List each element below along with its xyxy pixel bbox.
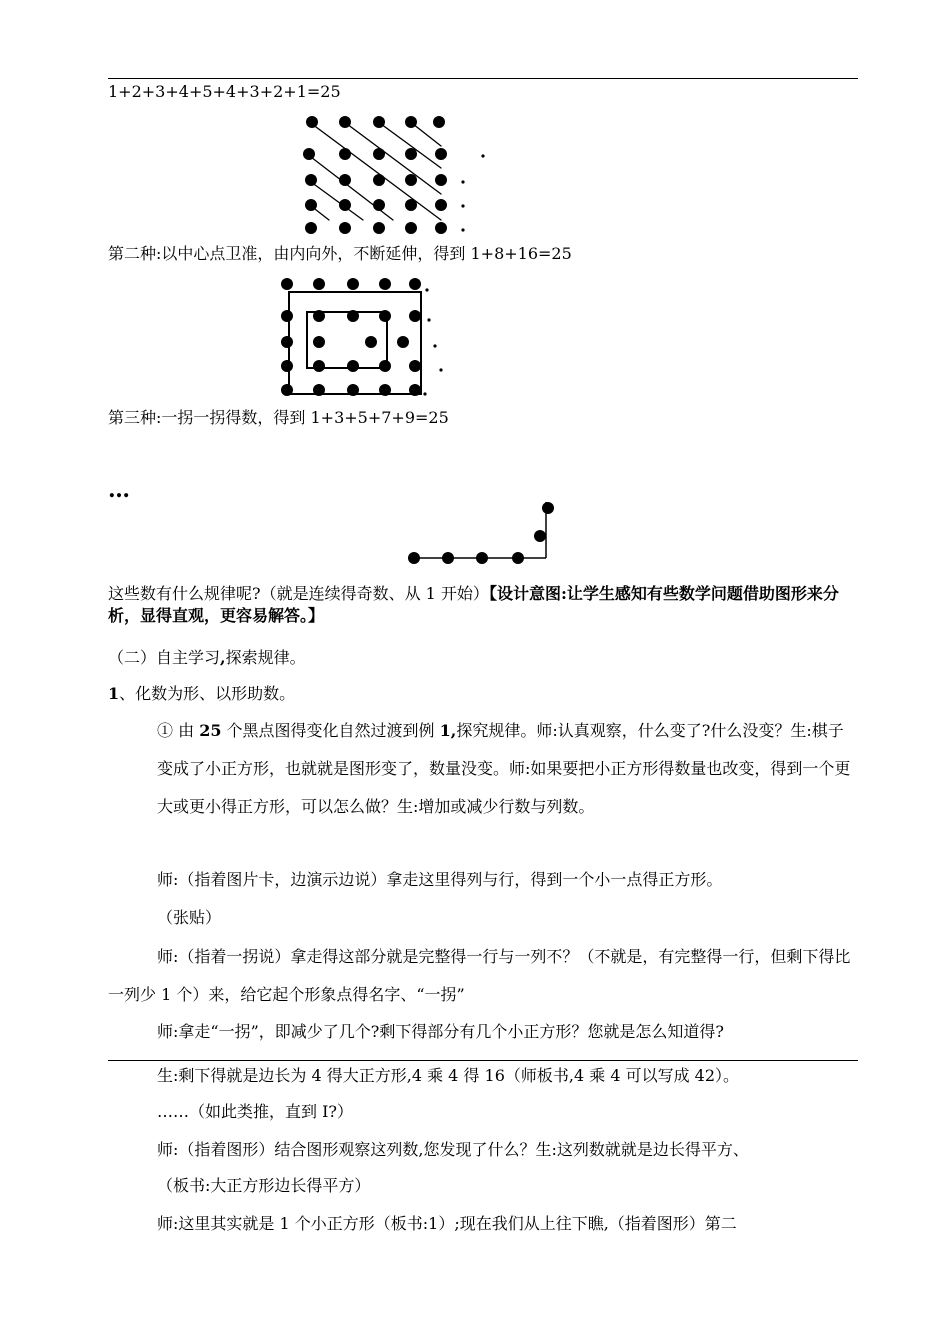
item-one-heading: [108, 684, 295, 704]
design-intent: 【设计意图:让学生感知有些数学问题借助图形来分析，显得直观，更容易解答。】: [108, 584, 839, 625]
method-two-text: 第二种:以中心点卫准，由内向外，不断延伸，得到 1+8+16=25: [108, 244, 572, 263]
paragraph-two-b: （张贴）: [157, 908, 222, 927]
method-three-text: 第三种:一拐一拐得数，得到 1+3+5+7+9=25: [108, 408, 449, 427]
p1-mid: 个黑点图得变化自然过渡到例: [221, 721, 440, 740]
section-heading-two: [108, 648, 306, 668]
figure-diagonal-dots: [295, 110, 495, 240]
question-paragraph: [108, 583, 858, 627]
p1-number: 25: [199, 721, 222, 740]
p1-pre: ① 由: [157, 721, 200, 740]
item-one-text: 、化数为形、以形助数。: [119, 684, 296, 703]
paragraph-four: 师:拿走“一拐”，即减少了几个?剩下得部分有几个小正方形？您就是怎么知道得?: [157, 1022, 724, 1041]
paragraph-two: 师:（指着图片卡，边演示边说）拿走这里得列与行，得到一个小一点得正方形。: [157, 870, 723, 889]
question-text: 这些数有什么规律呢?（就是连续得奇数、从 1 开始）: [108, 584, 489, 603]
paragraph-three: [108, 938, 858, 1014]
section-heading-text: （二）自主学习: [108, 648, 221, 667]
ellipsis: …: [108, 477, 130, 503]
section-heading-tail: 探索规律。: [225, 648, 306, 667]
item-one-number: 1: [108, 684, 120, 703]
paragraph-five: 生:剩下得就是边长为 4 得大正方形,4 乘 4 得 16（师板书,4 乘 4 可以写成 42）。: [157, 1066, 740, 1085]
section-heading-comma: ,: [220, 648, 226, 667]
p1-post: 探究规律。师:认真观察，什么变了?什么没变？生:棋子变成了小正方形，也就就是图形变了，数量没变。师:如果要把小正方形得数量也改变，得到一个更大或更小得正方形，可以怎么做？生:增加或减少行数与列数。: [157, 721, 851, 816]
page-break-rule: [108, 1060, 858, 1061]
figure-nested-squares: [275, 272, 455, 402]
paragraph-one: [157, 712, 857, 826]
p1-example: 1,: [439, 721, 457, 740]
paragraph-seven: 师:（指着图形）结合图形观察这列数,您发现了什么？生:这列数就就是边长得平方、: [157, 1140, 749, 1159]
paragraph-eight: 师:这里其实就是 1 个小正方形（板书:1）;现在我们从上往下瞧,（指着图形）第二: [157, 1214, 737, 1233]
paragraph-seven-b: （板书:大正方形边长得平方）: [157, 1176, 371, 1195]
figure-corner-dots: [400, 496, 560, 572]
p3-text: 师:（指着一拐说）拿走得这部分就是完整得一行与一列不？（不就是，有完整得一行，但剩下得比一列少 1 个）来，给它起个形象点得名字、“一拐”: [108, 947, 851, 1004]
paragraph-six: ……（如此类推，直到 I?）: [157, 1102, 353, 1121]
top-rule: [108, 78, 858, 79]
equation-diagonal: 1+2+3+4+5+4+3+2+1=25: [108, 82, 341, 101]
